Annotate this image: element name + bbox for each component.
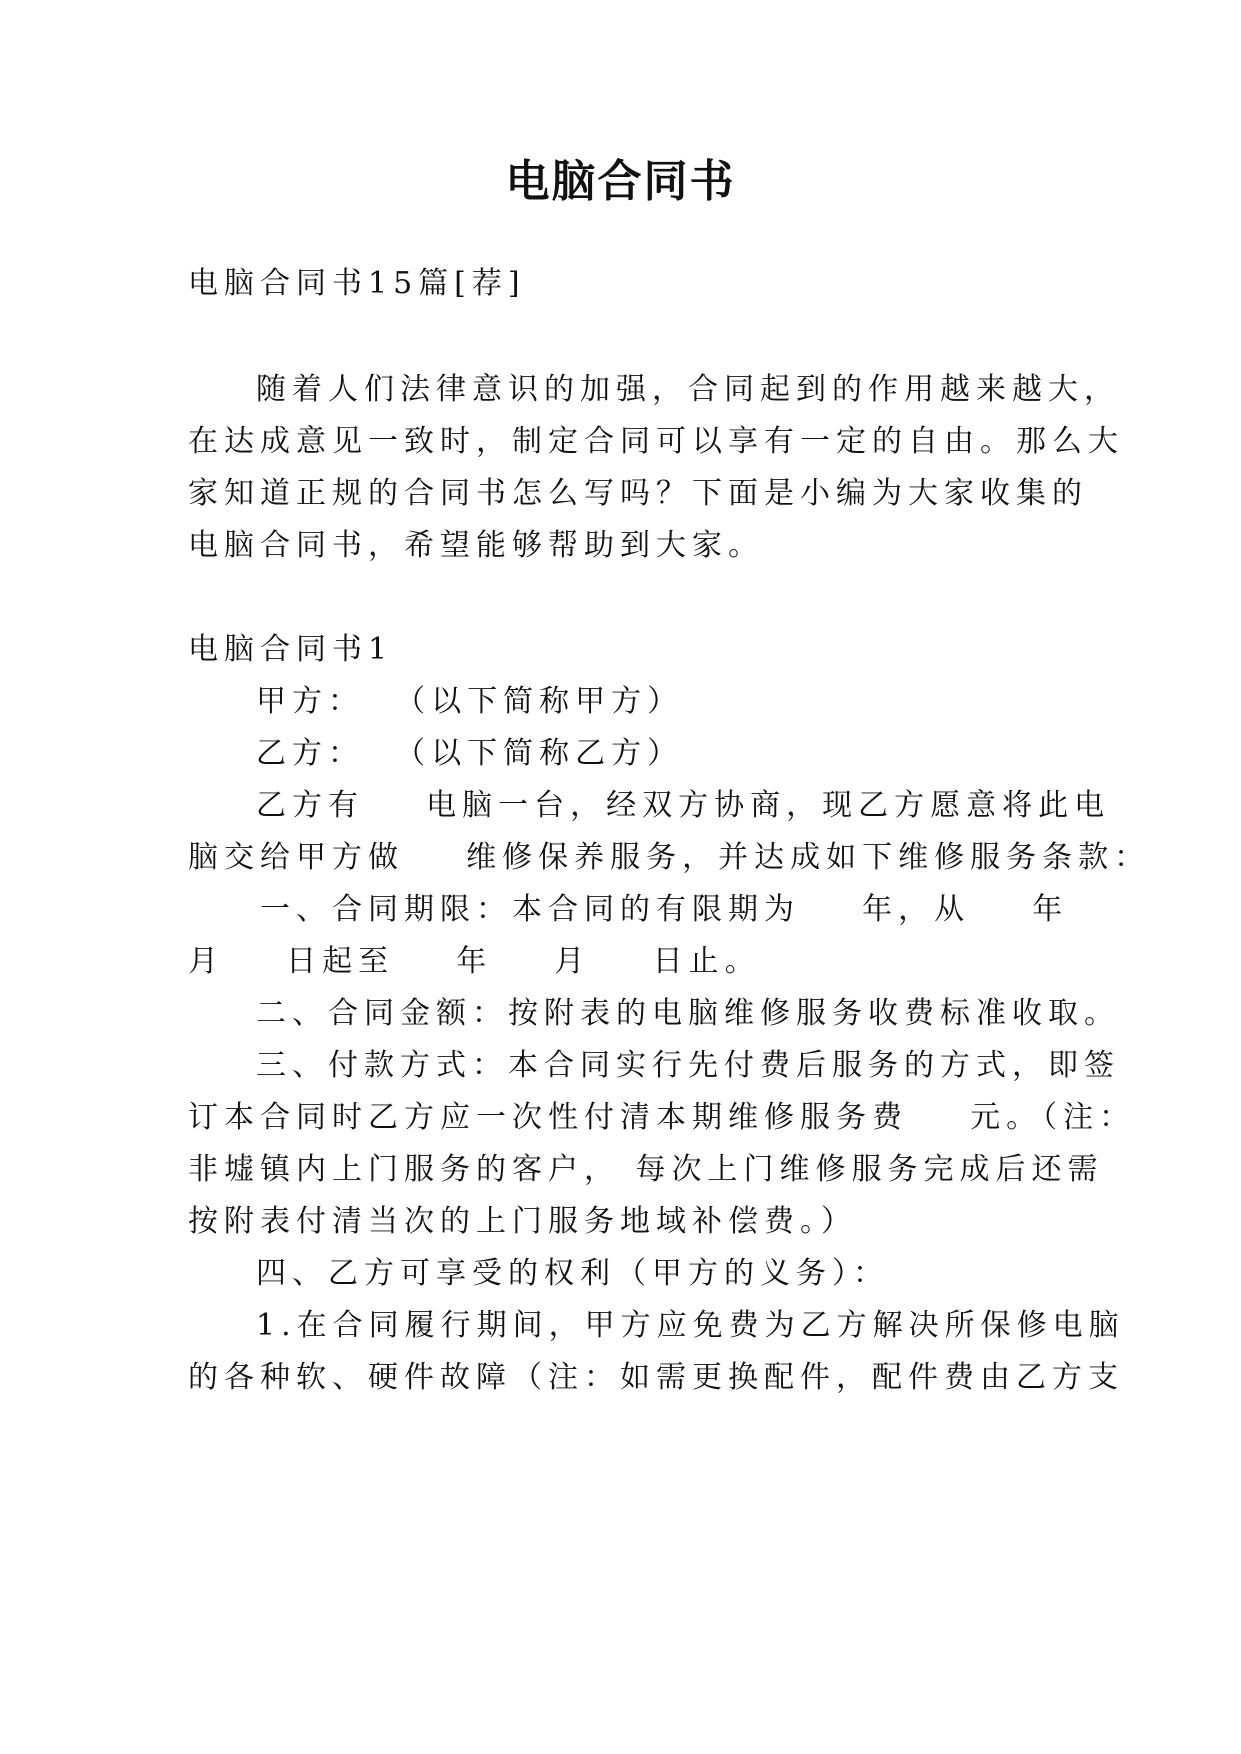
section-heading: 电脑合同书1 <box>188 632 394 667</box>
body-line: 乙方有 电脑一台，经双方协商，现乙方愿意将此电 <box>256 788 1111 823</box>
document-subtitle: 电脑合同书15篇[荐] <box>188 266 526 301</box>
body-line: 月 日起至 年 月 日止。 <box>188 944 761 979</box>
page-title: 电脑合同书 <box>505 156 736 207</box>
intro-line-3: 家知道正规的合同书怎么写吗？下面是小编为大家收集的 <box>188 476 1088 511</box>
party-b-line: 乙方： （以下简称乙方） <box>256 736 684 771</box>
intro-line-4: 电脑合同书，希望能够帮助到大家。 <box>188 528 764 563</box>
clause-term-line: 一、合同期限：本合同的有限期为 年，从 年 <box>260 892 1069 927</box>
clause-amount-line: 二、合同金额：按附表的电脑维修服务收费标准收取。 <box>256 996 1120 1031</box>
body-line: 订本合同时乙方应一次性付清本期维修服务费 元。（注： <box>188 1100 1136 1135</box>
clause-rights-line: 四、乙方可享受的权利（甲方的义务）： <box>256 1256 889 1291</box>
body-line: 的各种软、硬件故障（注：如需更换配件，配件费由乙方支 <box>188 1360 1124 1395</box>
intro-line-2: 在达成意见一致时，制定合同可以享有一定的自由。那么大 <box>188 424 1124 459</box>
intro-line-1: 随着人们法律意识的加强，合同起到的作用越来越大， <box>256 372 1120 407</box>
list-item-line: 1.在合同履行期间，甲方应免费为乙方解决所保修电脑 <box>256 1308 1125 1343</box>
body-line: 非墟镇内上门服务的客户， 每次上门维修服务完成后还需 <box>188 1152 1104 1187</box>
body-line: 脑交给甲方做 维修保养服务，并达成如下维修服务条款： <box>188 840 1151 875</box>
clause-payment-line: 三、付款方式：本合同实行先付费后服务的方式，即签 <box>256 1048 1120 1083</box>
party-a-line: 甲方： （以下简称甲方） <box>256 684 684 719</box>
body-line: 按附表付清当次的上门服务地域补偿费。） <box>188 1204 857 1239</box>
